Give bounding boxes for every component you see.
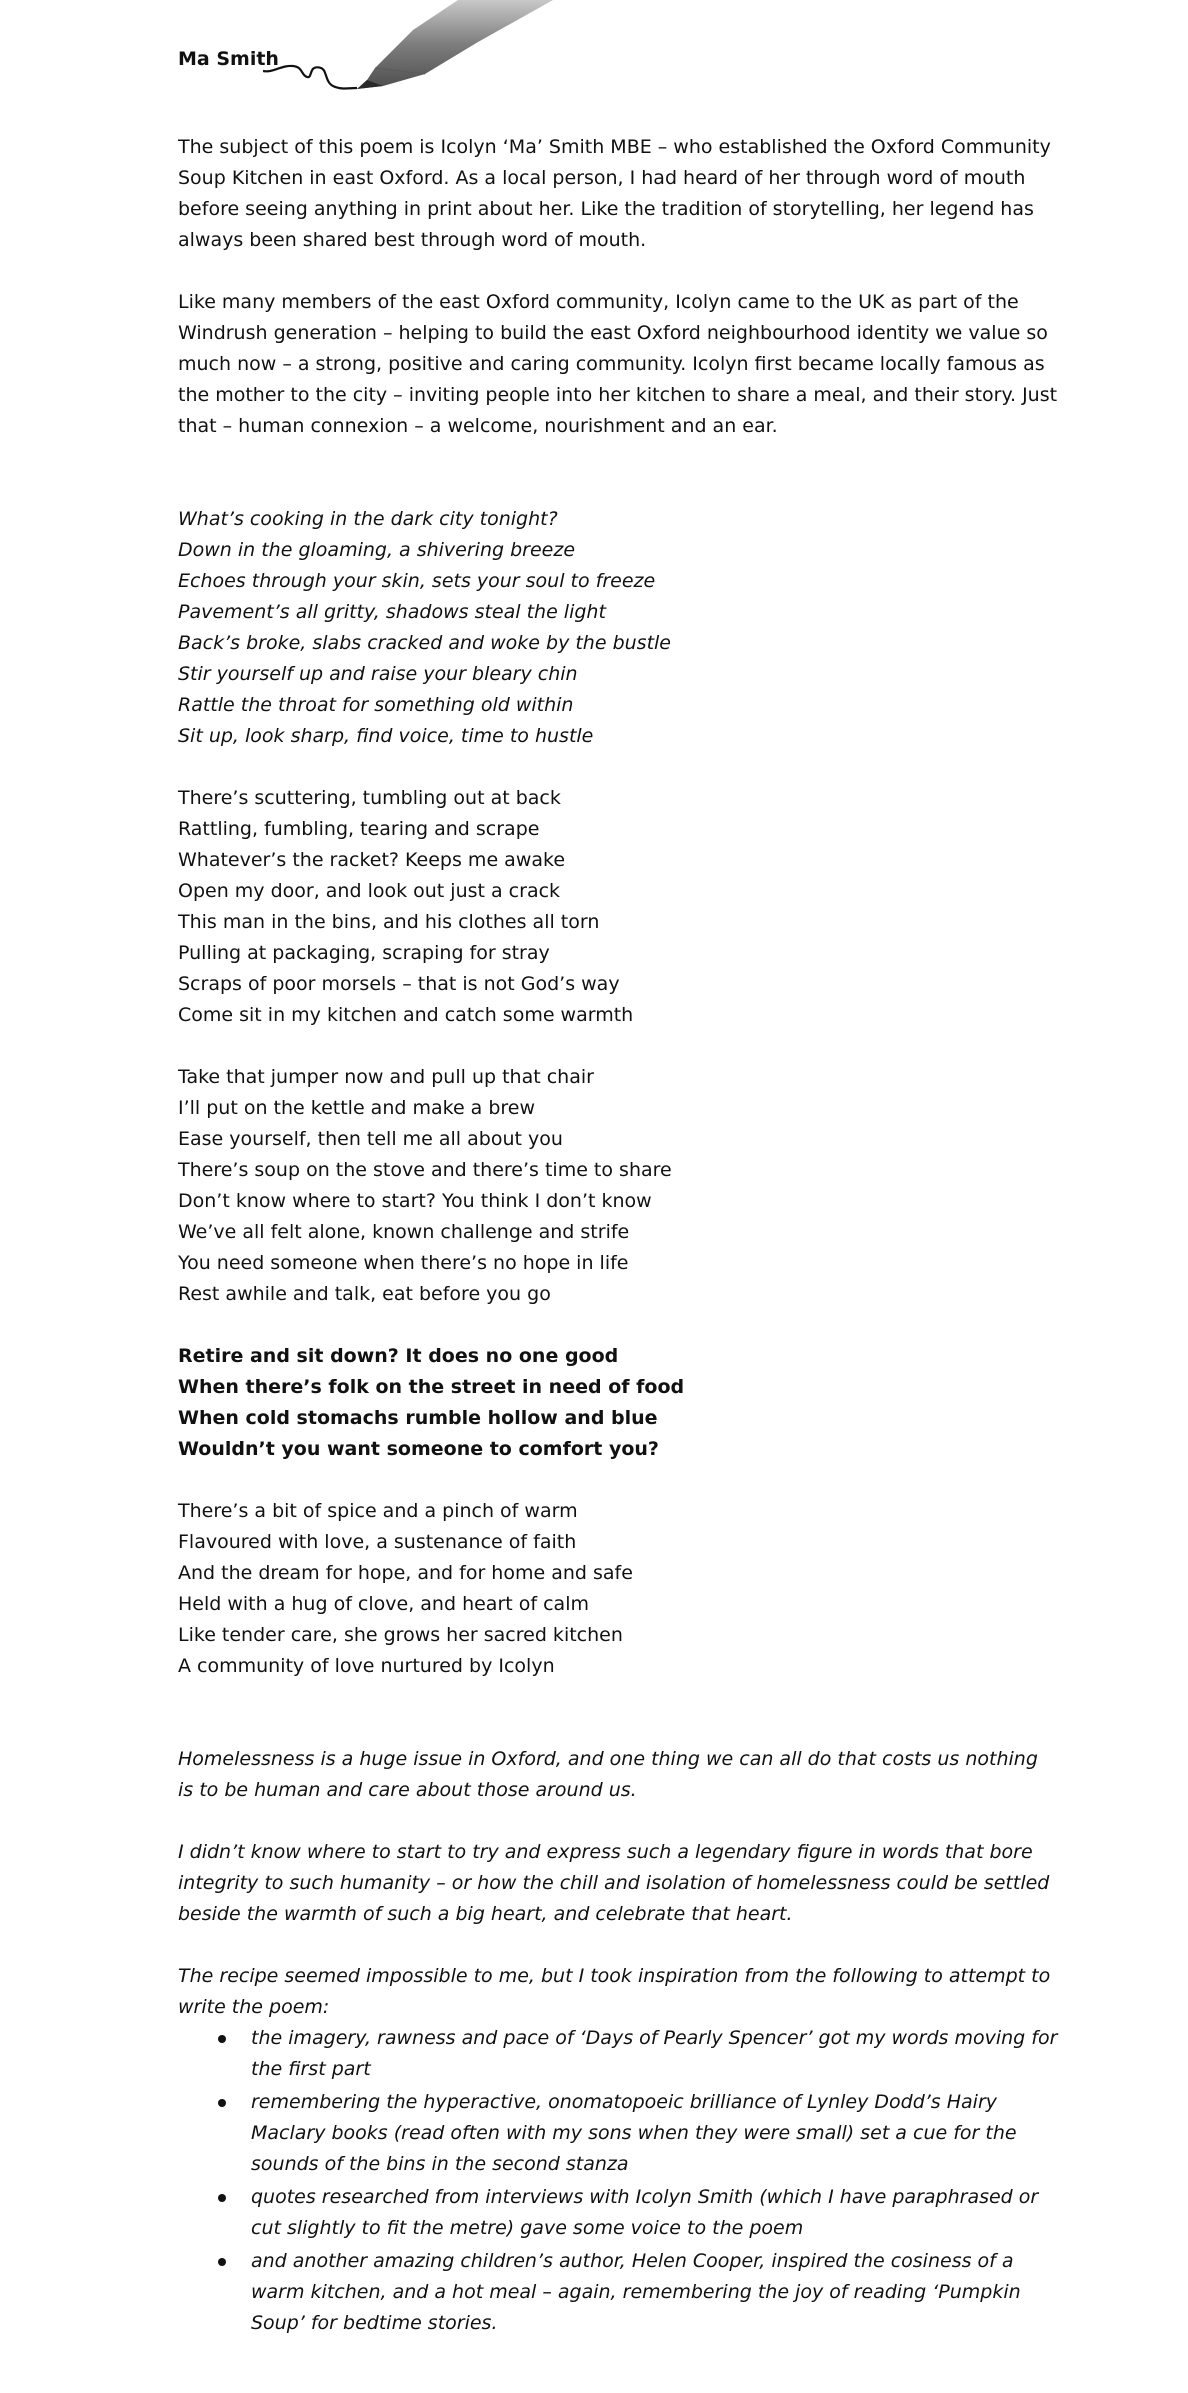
intro-section (178, 132, 1058, 442)
notes-paragraph-2: I didn’t know where to start to try and express such a legendary figure in words that bore integrity to such humanity – or how the chill and isolation of homelessness could be settled beside the warmth of such a big heart, and celebrate that heart. (178, 1841, 1050, 1925)
poem-line: A community of love nurtured by Icolyn (178, 1655, 555, 1677)
list-item-text: and another amazing children’s author, Helen Cooper, inspired the cosiness of a warm kitchen, and a hot meal – again, remembering the joy of reading ‘Pumpkin Soup’ for bedtime stories. (251, 2250, 1021, 2334)
poem-line: Retire and sit down? It does no one good (178, 1345, 619, 1367)
notes-paragraph-1: Homelessness is a huge issue in Oxford, and one thing we can all do that costs us nothing is to be human and care about those around us. (178, 1748, 1038, 1801)
poem-line: Scraps of poor morsels – that is not God’s way (178, 973, 620, 995)
poem-line: Down in the gloaming, a shivering breeze (178, 539, 576, 561)
poem-line: Echoes through your skin, sets your soul to freeze (178, 570, 656, 592)
poem-line: Ease yourself, then tell me all about you (178, 1128, 563, 1150)
list-item (178, 2023, 1058, 2085)
stanza-2 (178, 783, 1058, 1031)
poem-line: I’ll put on the kettle and make a brew (178, 1097, 536, 1119)
document-page (178, 0, 1058, 2341)
poem-line: You need someone when there’s no hope in life (178, 1252, 629, 1274)
stanza-5 (178, 1496, 1058, 1682)
list-item-text: quotes researched from interviews with Icolyn Smith (which I have paraphrased or cut slightly to fit the metre) gave some voice to the poem (251, 2186, 1039, 2239)
poem-line: Take that jumper now and pull up that chair (178, 1066, 594, 1088)
poem-line: Pavement’s all gritty, shadows steal the light (178, 601, 606, 623)
poem-line: Rattling, fumbling, tearing and scrape (178, 818, 540, 840)
list-item (178, 2182, 1058, 2244)
poem-line: Rattle the throat for something old within (178, 694, 574, 716)
bullet-icon (218, 2035, 226, 2043)
poem-line: Flavoured with love, a sustenance of faith (178, 1531, 577, 1553)
poem-line: We’ve all felt alone, known challenge and strife (178, 1221, 630, 1243)
list-item-text: remembering the hyperactive, onomatopoeic brilliance of Lynley Dodd’s Hairy Maclary books (read often with my sons when they were small) set a cue for the sounds of the bins in the second stanza (251, 2091, 1017, 2175)
intro-paragraph-1: The subject of this poem is Icolyn ‘Ma’ Smith MBE – who established the Oxford Community Soup Kitchen in east Oxford. As a local person, I had heard of her through word of mouth before seeing anything in print about her. Like the tradition of storytelling, her legend has always been shared best through word of mouth. (178, 136, 1051, 251)
poem-line: Wouldn’t you want someone to comfort you? (178, 1438, 659, 1460)
pen-icon (263, 0, 733, 100)
poem-line: Like tender care, she grows her sacred kitchen (178, 1624, 623, 1646)
list-item-text: the imagery, rawness and pace of ‘Days of Pearly Spencer’ got my words moving for the first part (251, 2027, 1058, 2080)
page-title: Ma Smith (178, 48, 279, 70)
stanza-4 (178, 1341, 1058, 1465)
bullet-icon (218, 2099, 226, 2107)
title-bar (178, 0, 1058, 100)
stanza-1 (178, 504, 1058, 752)
poem-line: And the dream for hope, and for home and safe (178, 1562, 633, 1584)
list-item (178, 2246, 1058, 2339)
bullet-icon (218, 2258, 226, 2266)
stanza-3 (178, 1062, 1058, 1310)
author-notes (178, 1744, 1058, 2339)
inspiration-list (178, 2023, 1058, 2339)
poem (178, 504, 1058, 1682)
poem-line: Held with a hug of clove, and heart of calm (178, 1593, 589, 1615)
list-item (178, 2087, 1058, 2180)
poem-line: When there’s folk on the street in need of food (178, 1376, 685, 1398)
intro-paragraph-2: Like many members of the east Oxford community, Icolyn came to the UK as part of the Windrush generation – helping to build the east Oxford neighbourhood identity we value so much now – a strong, positive and caring community. Icolyn first became locally famous as the mother to the city – inviting people into her kitchen to share a meal, and their story. Just that – human connexion – a welcome, nourishment and an ear. (178, 291, 1058, 437)
poem-line: Open my door, and look out just a crack (178, 880, 561, 902)
poem-line: Don’t know where to start? You think I don’t know (178, 1190, 652, 1212)
poem-line: What’s cooking in the dark city tonight? (178, 508, 558, 530)
poem-line: Rest awhile and talk, eat before you go (178, 1283, 551, 1305)
poem-line: When cold stomachs rumble hollow and blue (178, 1407, 658, 1429)
poem-line: There’s scuttering, tumbling out at back (178, 787, 561, 809)
poem-line: Whatever’s the racket? Keeps me awake (178, 849, 566, 871)
poem-line: Back’s broke, slabs cracked and woke by the bustle (178, 632, 671, 654)
poem-line: Stir yourself up and raise your bleary chin (178, 663, 578, 685)
poem-line: There’s soup on the stove and there’s time to share (178, 1159, 672, 1181)
poem-line: This man in the bins, and his clothes all torn (178, 911, 600, 933)
poem-line: Come sit in my kitchen and catch some warmth (178, 1004, 634, 1026)
poem-line: Sit up, look sharp, find voice, time to hustle (178, 725, 594, 747)
poem-line: There’s a bit of spice and a pinch of warm (178, 1500, 578, 1522)
notes-paragraph-3: The recipe seemed impossible to me, but I took inspiration from the following to attempt to write the poem: (178, 1965, 1051, 2018)
bullet-icon (218, 2194, 226, 2202)
poem-line: Pulling at packaging, scraping for stray (178, 942, 550, 964)
